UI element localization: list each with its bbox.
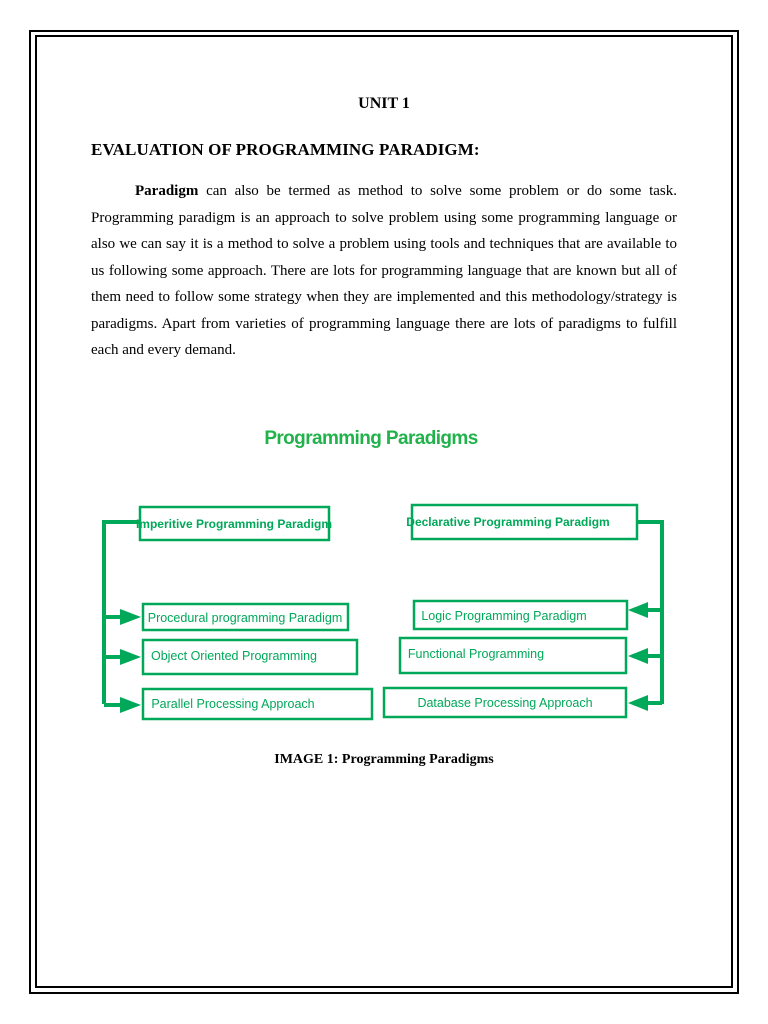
arrow-left-icon bbox=[628, 648, 648, 664]
arrow-left-icon bbox=[628, 695, 648, 711]
functional-label: Functional Programming bbox=[407, 647, 545, 661]
arrow-left-icon bbox=[628, 602, 648, 618]
parallel-processing-label: Parallel Processing Approach bbox=[151, 697, 315, 711]
arrow-right-icon bbox=[120, 697, 141, 713]
paragraph-lead-word: Paradigm bbox=[135, 183, 199, 199]
declarative-root-label: Declarative Programming Paradigm bbox=[406, 515, 610, 529]
logic-label: Logic Programming Paradigm bbox=[421, 609, 587, 623]
imperative-root-label: Imperitive Programming Paradigm bbox=[135, 517, 333, 531]
diagram-title: Programming Paradigms bbox=[264, 428, 478, 449]
section-heading: EVALUATION OF PROGRAMMING PARADIGM: bbox=[91, 140, 480, 159]
unit-title: UNIT 1 bbox=[358, 95, 410, 112]
object-oriented-label: Object Oriented Programming bbox=[150, 649, 318, 663]
figure-caption: IMAGE 1: Programming Paradigms bbox=[274, 752, 494, 767]
procedural-label: Procedural programming Paradigm bbox=[147, 611, 343, 625]
left-arrowheads bbox=[120, 609, 141, 713]
arrow-right-icon bbox=[120, 649, 141, 665]
right-arrowheads bbox=[628, 602, 648, 711]
database-processing-label: Database Processing Approach bbox=[417, 696, 593, 710]
paragraph-text: can also be termed as method to solve some problem or do some task. Programming paradigm is an approach to solve problem using some programming language or also we can say it is a method to solve a problem using tools and techniques that are available to us following some approach. There are lots for programming language that are known but all of them need to follow some strategy when they are implemented and this methodology/strategy is paradigms. Apart from varieties of programming language there are lots of paradigms to fulfill each and every demand. bbox=[91, 183, 677, 358]
arrow-right-icon bbox=[120, 609, 141, 625]
